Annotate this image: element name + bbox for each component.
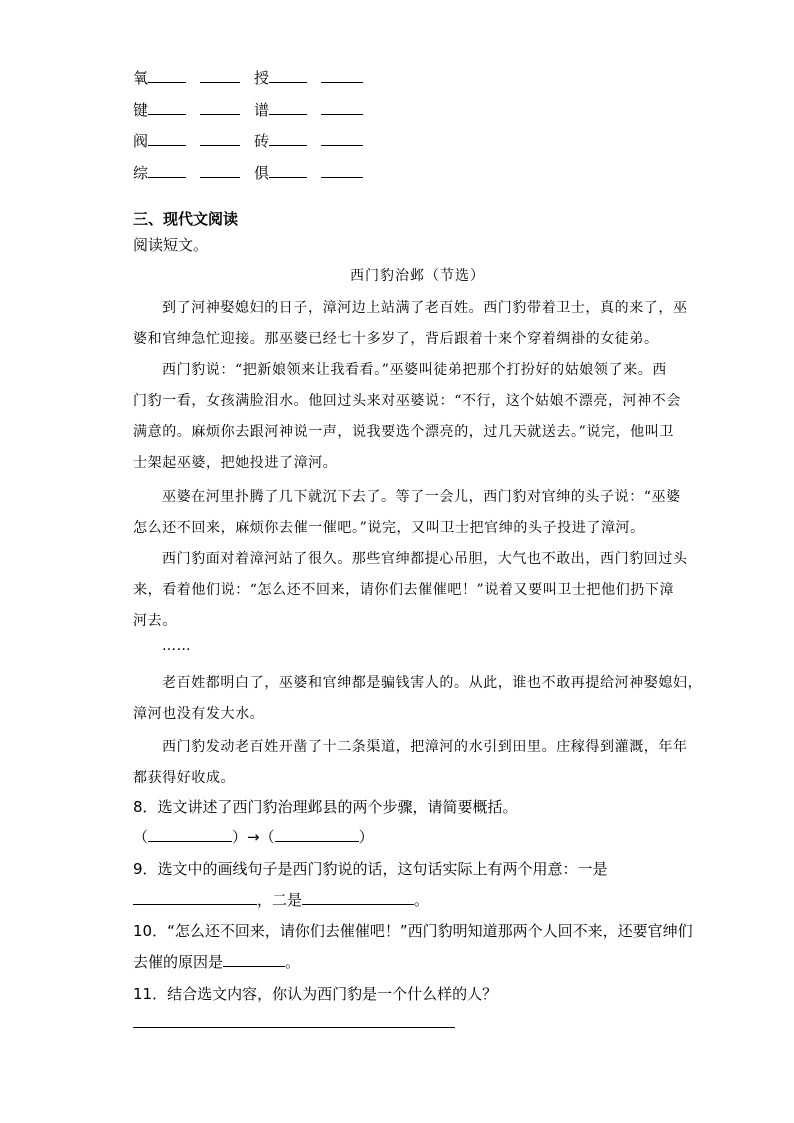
answer-blank[interactable]	[200, 163, 240, 178]
question-9-mid: ，二是	[257, 891, 303, 909]
char-right: 俱	[254, 164, 270, 182]
answer-blank[interactable]	[275, 827, 359, 842]
question-10-prompt: 去催的原因是	[133, 953, 224, 971]
paren-right: ）	[358, 828, 374, 846]
char-left: 氧	[133, 69, 149, 87]
question-8-answer-row	[133, 826, 374, 847]
passage-line: 怎么还不回来，麻烦你去催一催吧。”说完，又叫卫士把官绅的头子投进了漳河。	[133, 520, 645, 536]
answer-blank[interactable]	[269, 163, 307, 178]
question-10-end: 。	[285, 953, 301, 971]
char-row	[133, 67, 363, 88]
passage-line: 门豹一看，女孩满脸泪水。他回过头来对巫婆说：“不行，这个姑娘不漂亮，河神不会	[133, 393, 681, 409]
answer-blank[interactable]	[321, 68, 363, 83]
answer-blank[interactable]	[321, 163, 363, 178]
passage-line: 婆和官绅急忙迎接。那巫婆已经七十多岁了，背后跟着十来个穿着绸褂的女徒弟。	[133, 331, 659, 347]
question-9-answer-row	[133, 889, 429, 910]
char-right: 授	[254, 69, 270, 87]
answer-blank[interactable]	[269, 131, 307, 146]
answer-line[interactable]	[133, 1027, 455, 1028]
passage-line: 西门豹说：“把新娘领来让我看看。”巫婆叫徒弟把那个打扮好的姑娘领了来。西	[162, 362, 667, 378]
passage-line: 西门豹发动老百姓开凿了十二条渠道，把漳河的水引到田里。庄稼得到灌溉，年年	[162, 739, 688, 755]
answer-blank[interactable]	[148, 68, 186, 83]
char-left: 综	[133, 164, 149, 182]
passage-line: 漳河也没有发大水。	[133, 706, 265, 722]
question-9-end: 。	[414, 891, 430, 909]
question-9: 9．选文中的画线句子是西门豹说的话，这句话实际上有两个用意：一是	[133, 860, 608, 878]
answer-blank[interactable]	[321, 131, 363, 146]
answer-blank[interactable]	[200, 100, 240, 115]
answer-blank[interactable]	[148, 163, 186, 178]
passage-ellipsis: ……	[162, 638, 192, 654]
answer-blank[interactable]	[148, 827, 232, 842]
answer-blank[interactable]	[148, 131, 186, 146]
passage-line: 老百姓都明白了，巫婆和官绅都是骗钱害人的。从此，谁也不敢再提给河神娶媳妇，	[162, 675, 703, 691]
passage-line: 巫婆在河里扑腾了几下就沉下去了。等了一会儿，西门豹对官绅的头子说：“巫婆	[162, 489, 681, 505]
passage-line: 河去。	[133, 613, 177, 629]
answer-blank[interactable]	[133, 890, 257, 905]
passage-line: 士架起巫婆，把她投进了漳河。	[133, 455, 338, 471]
char-left: 键	[133, 101, 149, 119]
passage-line: 来，看着他们说：“怎么还不回来，请你们去催催吧！”说着又要叫卫士把他们扔下漳	[133, 582, 675, 598]
answer-blank[interactable]	[269, 68, 307, 83]
answer-blank[interactable]	[302, 890, 414, 905]
char-row	[133, 130, 363, 151]
passage-line: 西门豹面对着漳河站了很久。那些官绅都提心吊胆，大气也不敢出，西门豹回过头	[162, 551, 688, 567]
question-11: 11．结合选文内容，你认为西门豹是一个什么样的人？	[133, 985, 498, 1003]
answer-blank[interactable]	[269, 100, 307, 115]
char-right: 砖	[254, 132, 270, 150]
char-row	[133, 162, 363, 183]
question-10: 10．“怎么还不回来，请你们去催催吧！”西门豹明知道那两个人回不来，还要官绅们	[133, 922, 693, 940]
passage-line: 都获得好收成。	[133, 770, 236, 786]
answer-blank[interactable]	[200, 131, 240, 146]
answer-blank[interactable]	[200, 68, 240, 83]
char-row	[133, 99, 363, 120]
char-right: 谱	[254, 101, 270, 119]
answer-blank[interactable]	[148, 100, 186, 115]
answer-blank[interactable]	[223, 952, 285, 967]
passage-line: 满意的。麻烦你去跟河神说一声，说我要选个漂亮的，过几天就送去。”说完，他叫卫	[133, 424, 674, 440]
passage-line: 到了河神娶媳妇的日子，漳河边上站满了老百姓。西门豹带着卫士，真的来了，巫	[162, 300, 688, 316]
arrow-separator: ）→（	[232, 828, 275, 846]
passage-title: 西门豹治邺（节选）	[350, 268, 485, 284]
question-10-answer-row	[133, 951, 300, 972]
char-left: 阀	[133, 132, 149, 150]
answer-blank[interactable]	[321, 100, 363, 115]
paren-left: （	[133, 828, 149, 846]
section-instruction: 阅读短文。	[133, 236, 209, 254]
section-heading: 三、现代文阅读	[133, 210, 239, 228]
question-8: 8．选文讲述了西门豹治理邺县的两个步骤，请简要概括。	[133, 798, 518, 816]
